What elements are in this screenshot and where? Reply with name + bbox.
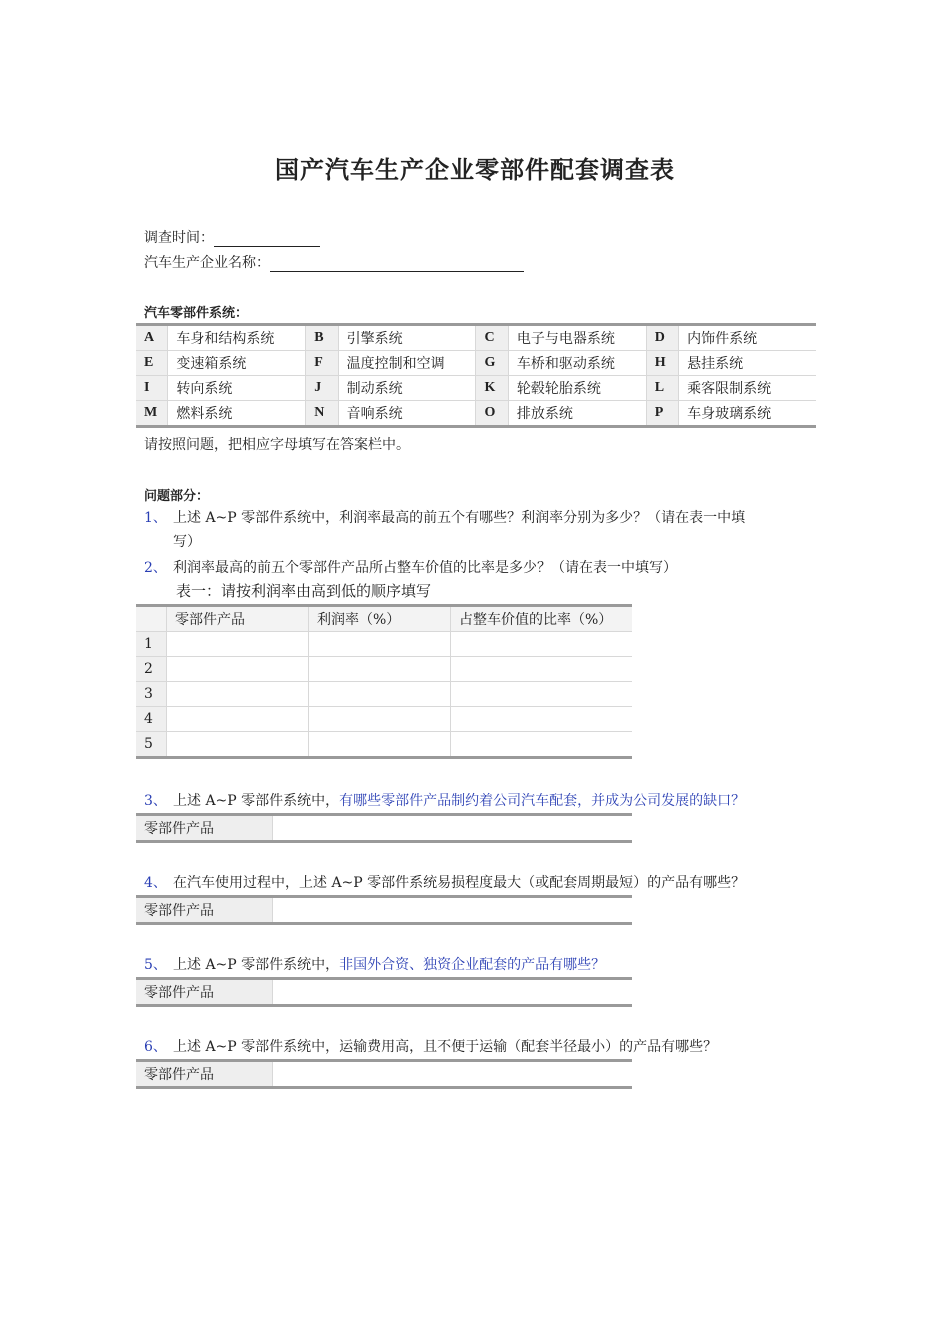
question-number: 1、 — [144, 510, 167, 526]
system-code: A — [136, 325, 168, 351]
systems-heading: 汽车零部件系统： — [144, 306, 249, 321]
table-row — [136, 657, 632, 682]
answer-cell[interactable] — [167, 732, 309, 758]
systems-table — [136, 323, 816, 428]
system-code: C — [476, 325, 508, 351]
question-5 — [144, 953, 605, 977]
table-row — [136, 707, 632, 732]
question-number: 3、 — [144, 793, 167, 809]
survey-time-row — [144, 227, 320, 247]
answer-field[interactable] — [273, 815, 633, 842]
answer-table-5 — [136, 977, 632, 1007]
questions-heading: 问题部分： — [144, 489, 210, 504]
system-code: F — [306, 351, 338, 376]
answer-field[interactable] — [273, 897, 633, 924]
answer-cell[interactable] — [167, 632, 309, 657]
answer-cell[interactable] — [451, 632, 633, 657]
system-code: J — [306, 376, 338, 401]
row-index: 1 — [136, 632, 167, 657]
question-text: 上述 A~P 零部件系统中，利润率最高的前五个有哪些？利润率分别为多少？（请在表一中填 — [173, 510, 746, 526]
question-text: 上述 A~P 零部件系统中， — [173, 957, 340, 973]
system-name: 内饰件系统 — [679, 325, 816, 351]
answer-field[interactable] — [273, 979, 633, 1006]
question-text-continued: 写） — [173, 534, 201, 550]
answer-label: 零部件产品 — [136, 1061, 273, 1088]
answer-cell[interactable] — [309, 657, 451, 682]
index-header — [136, 606, 167, 632]
system-code: M — [136, 401, 168, 427]
answer-cell[interactable] — [451, 707, 633, 732]
systems-row — [136, 325, 816, 351]
answer-cell[interactable] — [451, 732, 633, 758]
table1-caption: 表一：请按利润率由高到低的顺序填写 — [176, 582, 432, 600]
system-name: 引擎系统 — [338, 325, 476, 351]
system-code: N — [306, 401, 338, 427]
question-6 — [144, 1035, 717, 1059]
systems-row — [136, 401, 816, 427]
systems-note: 请按照问题，把相应字母填写在答案栏中。 — [144, 437, 410, 453]
row-index: 4 — [136, 707, 167, 732]
row-index: 3 — [136, 682, 167, 707]
system-name: 温度控制和空调 — [338, 351, 476, 376]
company-name-row — [144, 252, 524, 272]
question-2 — [144, 556, 677, 580]
question-1 — [144, 506, 812, 554]
system-code: K — [476, 376, 508, 401]
table-row — [136, 632, 632, 657]
system-name: 排放系统 — [508, 401, 646, 427]
answer-cell[interactable] — [167, 707, 309, 732]
question-text-highlight: 非国外合资、独资企业配套的产品有哪些？ — [339, 957, 606, 973]
system-code: G — [476, 351, 508, 376]
answer-label: 零部件产品 — [136, 979, 273, 1006]
system-code: O — [476, 401, 508, 427]
system-name: 车桥和驱动系统 — [508, 351, 646, 376]
system-name: 转向系统 — [168, 376, 306, 401]
answer-cell[interactable] — [451, 657, 633, 682]
answer-table-3 — [136, 813, 632, 843]
company-name-label: 汽车生产企业名称： — [144, 255, 270, 271]
answer-cell[interactable] — [167, 657, 309, 682]
answer-cell[interactable] — [309, 707, 451, 732]
system-code: H — [646, 351, 678, 376]
systems-row — [136, 351, 816, 376]
answer-table-6 — [136, 1059, 632, 1089]
system-name: 车身和结构系统 — [168, 325, 306, 351]
answer-cell[interactable] — [167, 682, 309, 707]
system-code: P — [646, 401, 678, 427]
answer-label: 零部件产品 — [136, 815, 273, 842]
row-index: 2 — [136, 657, 167, 682]
answer-table-4 — [136, 895, 632, 925]
column-header: 零部件产品 — [167, 606, 309, 632]
answer-cell[interactable] — [309, 632, 451, 657]
system-name: 变速箱系统 — [168, 351, 306, 376]
question-text: 上述 A~P 零部件系统中， — [173, 793, 340, 809]
row-index: 5 — [136, 732, 167, 758]
question-text: 利润率最高的前五个零部件产品所占整车价值的比率是多少？（请在表一中填写） — [173, 560, 677, 576]
survey-time-label: 调查时间： — [144, 230, 214, 246]
system-code: L — [646, 376, 678, 401]
company-name-field[interactable] — [270, 255, 524, 272]
answer-cell[interactable] — [451, 682, 633, 707]
column-header: 占整车价值的比率（%） — [451, 606, 633, 632]
question-text: 上述 A~P 零部件系统中，运输费用高，且不便于运输（配套半径最小）的产品有哪些？ — [173, 1039, 718, 1055]
system-code: D — [646, 325, 678, 351]
question-3 — [144, 789, 745, 813]
profit-table — [136, 604, 632, 759]
answer-cell[interactable] — [309, 732, 451, 758]
column-header: 利润率（%） — [309, 606, 451, 632]
page-title: 国产汽车生产企业零部件配套调查表 — [275, 156, 675, 184]
table-row — [136, 732, 632, 758]
system-code: B — [306, 325, 338, 351]
system-name: 制动系统 — [338, 376, 476, 401]
question-number: 5、 — [144, 957, 167, 973]
system-name: 音响系统 — [338, 401, 476, 427]
question-number: 2、 — [144, 560, 167, 576]
question-number: 4、 — [144, 875, 167, 891]
answer-field[interactable] — [273, 1061, 633, 1088]
system-code: E — [136, 351, 168, 376]
system-name: 悬挂系统 — [679, 351, 816, 376]
systems-row — [136, 376, 816, 401]
question-text-highlight: 有哪些零部件产品制约着公司汽车配套，并成为公司发展的缺口？ — [339, 793, 746, 809]
answer-cell[interactable] — [309, 682, 451, 707]
system-name: 电子与电器系统 — [508, 325, 646, 351]
table-row — [136, 682, 632, 707]
question-text: 在汽车使用过程中，上述 A~P 零部件系统易损程度最大（或配套周期最短）的产品有哪些？ — [173, 875, 746, 891]
question-number: 6、 — [144, 1039, 167, 1055]
system-code: I — [136, 376, 168, 401]
answer-label: 零部件产品 — [136, 897, 273, 924]
survey-time-field[interactable] — [214, 230, 320, 247]
system-name: 乘客限制系统 — [679, 376, 816, 401]
system-name: 车身玻璃系统 — [687, 406, 772, 422]
system-name: 轮毂轮胎系统 — [508, 376, 646, 401]
system-name: 燃料系统 — [168, 401, 306, 427]
question-4 — [144, 871, 745, 895]
